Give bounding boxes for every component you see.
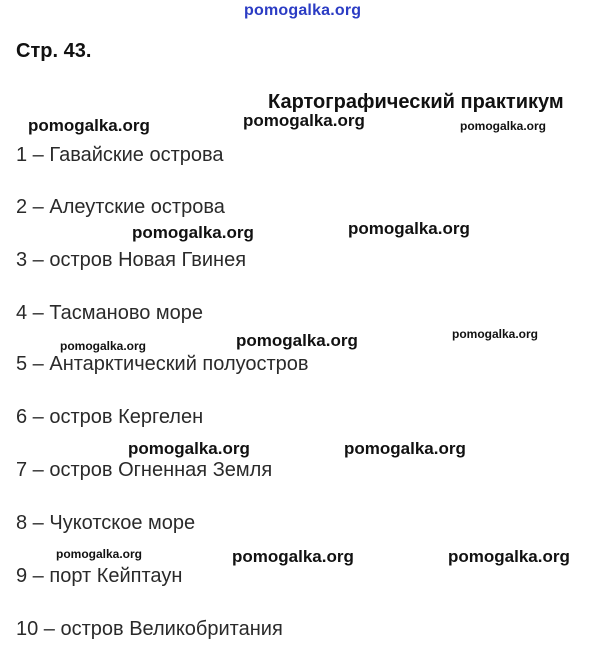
answer-line-4: 4 – Тасманово море <box>16 302 204 324</box>
page-number: Стр. 43. <box>16 40 92 62</box>
answer-line-7: 7 – остров Огненная Земля <box>16 459 273 481</box>
watermark: pomogalka.org <box>344 439 466 458</box>
watermark: pomogalka.org <box>56 547 143 561</box>
watermark: pomogalka.org <box>448 547 570 566</box>
answer-line-9: 9 – порт Кейптаун <box>16 565 183 587</box>
answer-line-1: 1 – Гавайские острова <box>16 144 224 166</box>
watermark: pomogalka.org <box>243 111 365 130</box>
answer-line-5: 5 – Антарктический полуостров <box>16 353 309 375</box>
section-title: Картографический практикум <box>268 91 564 113</box>
answer-line-3: 3 – остров Новая Гвинея <box>16 249 247 271</box>
watermark: pomogalka.org <box>460 119 547 133</box>
answer-line-10: 10 – остров Великобритания <box>16 618 283 640</box>
watermark: pomogalka.org <box>132 223 254 242</box>
watermark: pomogalka.org <box>60 339 147 353</box>
watermark: pomogalka.org <box>28 116 150 135</box>
answer-line-2: 2 – Алеутские острова <box>16 196 225 218</box>
watermark: pomogalka.org <box>128 439 250 458</box>
answer-line-8: 8 – Чукотское море <box>16 512 196 534</box>
site-header-link[interactable]: pomogalka.org <box>244 2 362 19</box>
watermark: pomogalka.org <box>348 219 470 238</box>
answer-line-6: 6 – остров Кергелен <box>16 406 204 428</box>
watermark: pomogalka.org <box>452 327 539 341</box>
watermark: pomogalka.org <box>236 331 358 350</box>
watermark: pomogalka.org <box>232 547 354 566</box>
